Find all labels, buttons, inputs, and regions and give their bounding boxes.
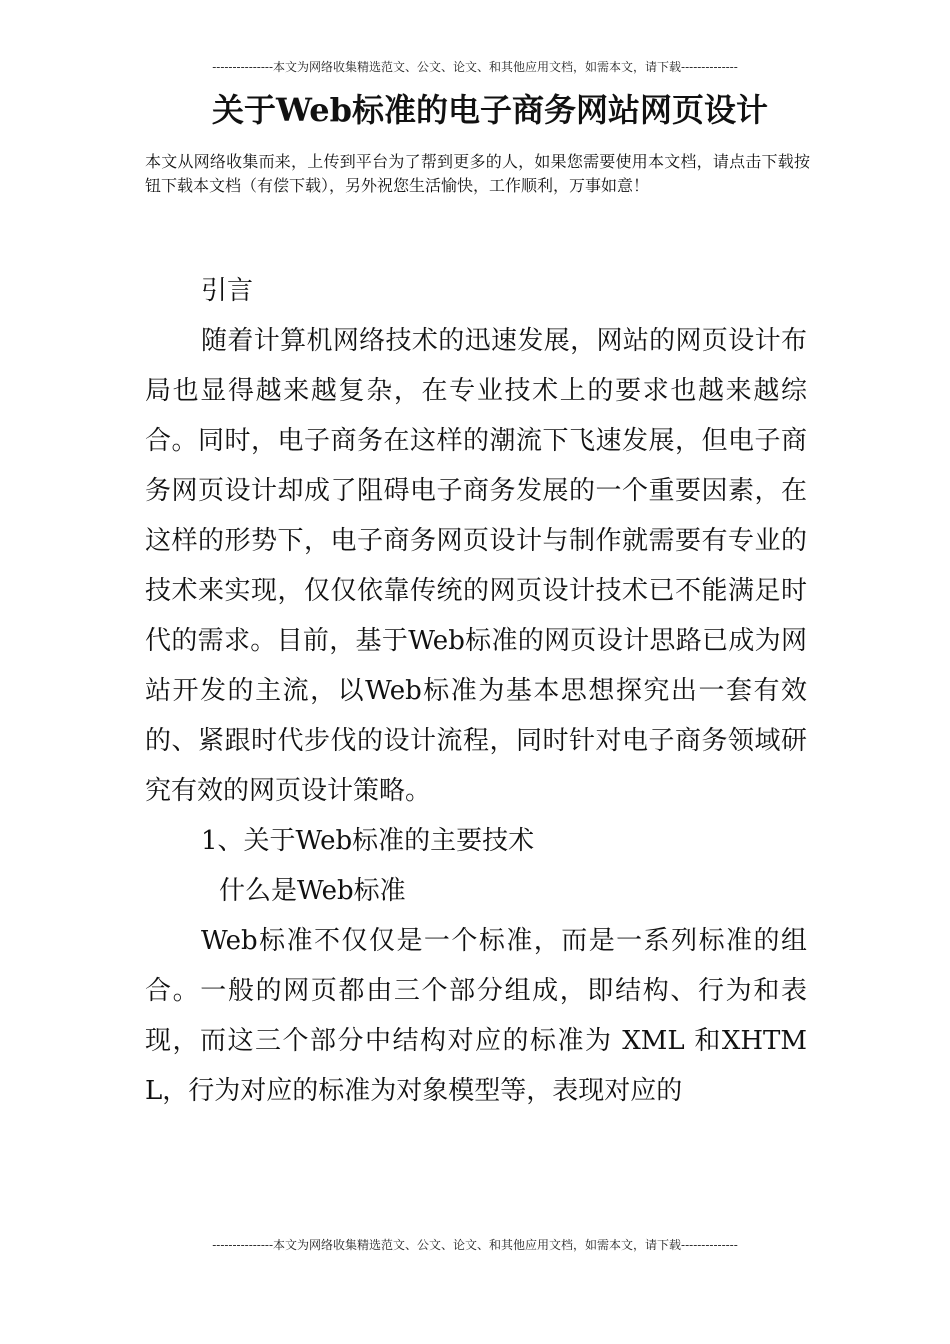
header-banner: ---------------本文为网络收集精选范文、公文、论文、和其他应用文档，如需本文，请下载--------------	[212, 60, 738, 74]
paragraph-web-standards: Web标准不仅仅是一个标准，而是一系列标准的组合。一般的网页都由三个部分组成，即结构、行为和表现，而这三个部分中结构对应的标准为 XML 和XHTML，行为对应的标准为对象模型等，表现对应的	[145, 926, 807, 1106]
footer-banner: ---------------本文为网络收集精选范文、公文、论文、和其他应用文档，如需本文，请下载--------------	[212, 1238, 738, 1252]
document-title: 关于Web标准的电子商务网站网页设计	[211, 91, 769, 129]
section-heading-intro: 引言	[201, 276, 254, 306]
document-body	[145, 266, 807, 1116]
subsection-heading: 什么是Web标准	[219, 876, 406, 906]
paragraph-intro: 随着计算机网络技术的迅速发展，网站的网页设计布局也显得越来越复杂，在专业技术上的要求也越来越综合。同时，电子商务在这样的潮流下飞速发展，但电子商务网页设计却成了阻碍电子商务发展的一个重要因素，在这样的形势下，电子商务网页设计与制作就需要有专业的技术来实现，仅仅依靠传统的网页设计技术已不能满足时代的需求。目前，基于Web标准的网页设计思路已成为网站开发的主流，以Web标准为基本思想探究出一套有效的、紧跟时代步伐的设计流程，同时针对电子商务领域研究有效的网页设计策略。	[145, 326, 807, 806]
section-heading-1: 1、关于Web标准的主要技术	[201, 826, 535, 856]
intro-note: 本文从网络收集而来，上传到平台为了帮到更多的人，如果您需要使用本文档，请点击下载按钮下载本文档（有偿下载），另外祝您生活愉快，工作顺利，万事如意！	[145, 152, 810, 195]
